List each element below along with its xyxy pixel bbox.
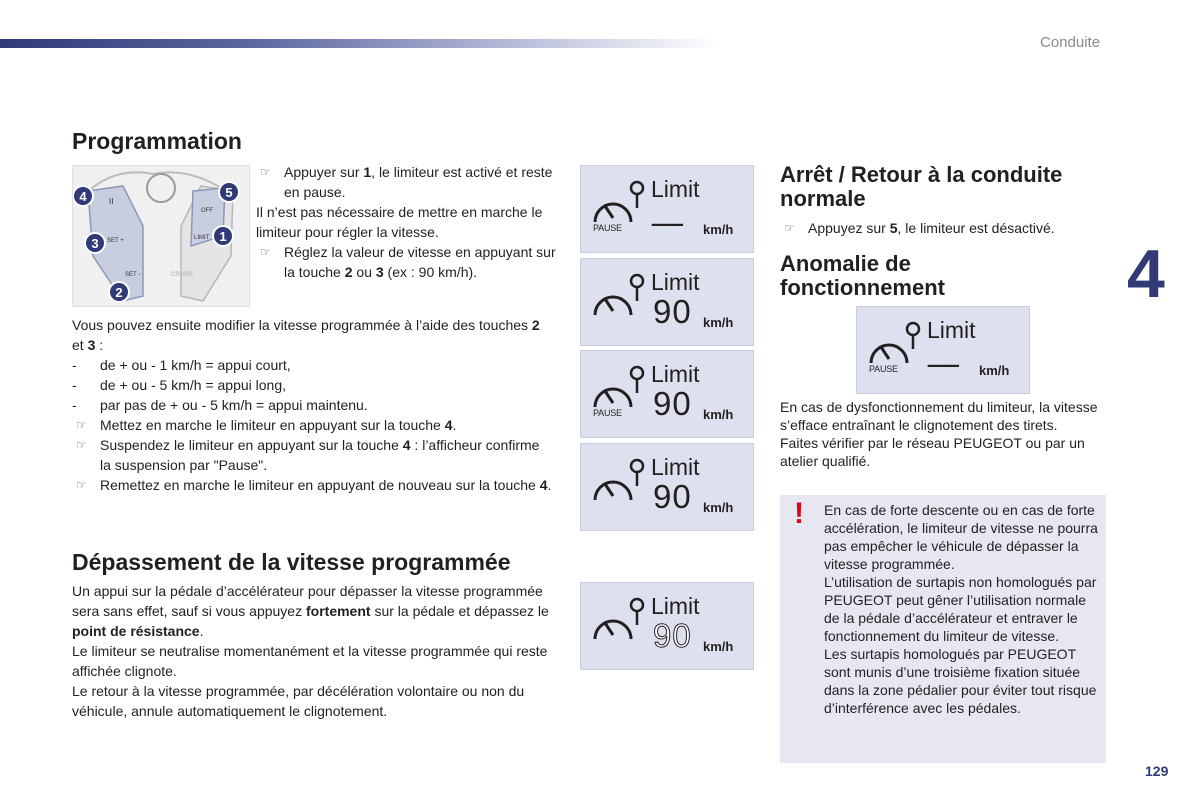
header-bar <box>0 39 720 48</box>
chapter-number: 4 <box>1127 236 1165 312</box>
speed-dashes: ––– <box>927 352 958 377</box>
display-90 <box>580 258 754 346</box>
programmation-main-text <box>72 315 552 495</box>
pointing-hand-icon: ☞ <box>76 478 87 492</box>
unit-label: km/h <box>703 315 734 330</box>
display-90-pause <box>580 350 754 438</box>
section-label: Conduite <box>1040 34 1101 51</box>
wheel-label-limit: LIMIT <box>194 235 210 241</box>
speedometer-icon <box>589 595 649 655</box>
speed-value: 90 <box>653 385 692 422</box>
wheel-label-cruise: CRUISE <box>171 272 194 278</box>
limit-label: Limit <box>651 593 700 619</box>
pointing-hand-icon: ☞ <box>260 165 271 179</box>
wheel-label-set-plus: SET + <box>107 238 124 244</box>
wheel-button-4: 4 <box>79 189 87 204</box>
wheel-label-pause: II <box>109 197 114 206</box>
limit-label: Limit <box>651 361 700 387</box>
wheel-button-5: 5 <box>225 185 233 200</box>
limit-label: Limit <box>651 176 700 202</box>
speed-value: 90 <box>653 293 692 330</box>
bullet-item: ☞ Suspendez le limiteur en appuyant sur la touche 4 : l’afficheur confirme la suspension par "Pause". <box>76 437 540 473</box>
speed-dashes: ––– <box>651 211 682 236</box>
paragraph: Le retour à la vitesse programmée, par décélération volontaire ou non du véhicule, annule automatiquement le clignotement. <box>72 683 525 719</box>
speedometer-icon <box>589 456 649 516</box>
intro-text: Vous pouvez ensuite modifier la vitesse programmée à l’aide des touches 2 et 3 : <box>72 317 540 353</box>
paragraph: En cas de dysfonctionnement du limiteur, la vitesse s’efface entraînant le clignotement des tirets. <box>780 399 1098 433</box>
wheel-label-set-minus: SET - <box>125 272 141 278</box>
anomalie-text <box>780 398 1102 470</box>
programmation-title: Programmation <box>72 128 242 154</box>
unit-label: km/h <box>979 363 1010 378</box>
limit-label: Limit <box>651 454 700 480</box>
wheel-button-3: 3 <box>91 236 99 251</box>
display-anomalie <box>856 306 1030 394</box>
page-number: 129 <box>1145 763 1169 779</box>
pause-label: PAUSE <box>869 364 898 374</box>
limit-label: Limit <box>927 317 976 343</box>
paragraph: Le limiteur se neutralise momentanément et la vitesse programmée qui reste affichée clignote. <box>72 643 548 679</box>
paragraph: En cas de forte descente ou en cas de forte accélération, le limiteur de vitesse ne pourra pas empêcher le véhicule de dépasser la vitesse programmée. <box>824 502 1098 572</box>
arret-text <box>780 218 1100 238</box>
depassement-title: Dépassement de la vitesse programmée <box>72 549 511 575</box>
warning-text <box>824 501 1100 717</box>
paragraph: L’utilisation de surtapis non homologués par PEUGEOT peut gêner l’utilisation normale de la pédale d’accélérateur et entraver le fonctionnement du limiteur de vitesse. <box>824 574 1097 644</box>
paragraph: Les surtapis homologués par PEUGEOT sont munis d’une troisième fixation située dans la zone pédalier pour éviter tout risque d’interférence avec les pédales. <box>824 646 1097 716</box>
warning-box <box>780 495 1106 763</box>
pointing-hand-icon: ☞ <box>260 245 271 259</box>
speedometer-icon <box>589 271 649 331</box>
steering-wheel-icon <box>73 166 249 306</box>
bullet-item: ☞ Remettez en marche le limiteur en appuyant de nouveau sur la touche 4. <box>76 477 552 493</box>
dash-item: - par pas de + ou - 5 km/h = appui maintenu. <box>72 397 368 413</box>
warning-icon: ! <box>794 497 804 530</box>
dash-item: - de + ou - 5 km/h = appui long, <box>72 377 287 393</box>
unit-label: km/h <box>703 407 734 422</box>
pointing-hand-icon: ☞ <box>784 221 795 235</box>
note-text: Il n’est pas nécessaire de mettre en marche le limiteur pour régler la vitesse. <box>256 204 543 240</box>
unit-label: km/h <box>703 500 734 515</box>
pointing-hand-icon: ☞ <box>76 418 87 432</box>
depassement-text <box>72 581 562 721</box>
bullet-item: ☞ Appuyer sur 1, le limiteur est activé et reste en pause. <box>260 164 553 200</box>
bullet-item: ☞ Réglez la valeur de vitesse en appuyant sur la touche 2 ou 3 (ex : 90 km/h). <box>260 244 556 280</box>
wheel-label-off: OFF <box>201 208 213 214</box>
unit-label: km/h <box>703 222 734 237</box>
unit-label: km/h <box>703 639 734 654</box>
pause-label: PAUSE <box>593 408 622 418</box>
bullet-item: ☞ Appuyez sur 5, le limiteur est désactivé. <box>784 220 1055 236</box>
wheel-button-1: 1 <box>219 229 227 244</box>
speed-value: 90 <box>653 478 692 515</box>
display-90-flashing <box>580 582 754 670</box>
speed-value-flashing: 90 <box>653 617 692 654</box>
steering-wheel-diagram <box>72 165 250 307</box>
arret-title: Arrêt / Retour à la conduite normale <box>780 162 1063 211</box>
limit-label: Limit <box>651 269 700 295</box>
programmation-right-text <box>256 162 561 282</box>
paragraph: Faites vérifier par le réseau PEUGEOT ou par un atelier qualifié. <box>780 435 1085 469</box>
pointing-hand-icon: ☞ <box>76 438 87 452</box>
pause-label: PAUSE <box>593 223 622 233</box>
dash-item: - de + ou - 1 km/h = appui court, <box>72 357 291 373</box>
paragraph: Un appui sur la pédale d’accélérateur pour dépasser la vitesse programmée sera sans effet, sauf si vous appuyez fortement sur la pédale et dépassez le point de résistance. <box>72 583 549 639</box>
anomalie-title: Anomalie de fonctionnement <box>780 251 945 300</box>
display-pause <box>580 165 754 253</box>
bullet-item: ☞ Mettez en marche le limiteur en appuyant sur la touche 4. <box>76 417 457 433</box>
wheel-button-2: 2 <box>115 285 123 300</box>
display-90-active <box>580 443 754 531</box>
